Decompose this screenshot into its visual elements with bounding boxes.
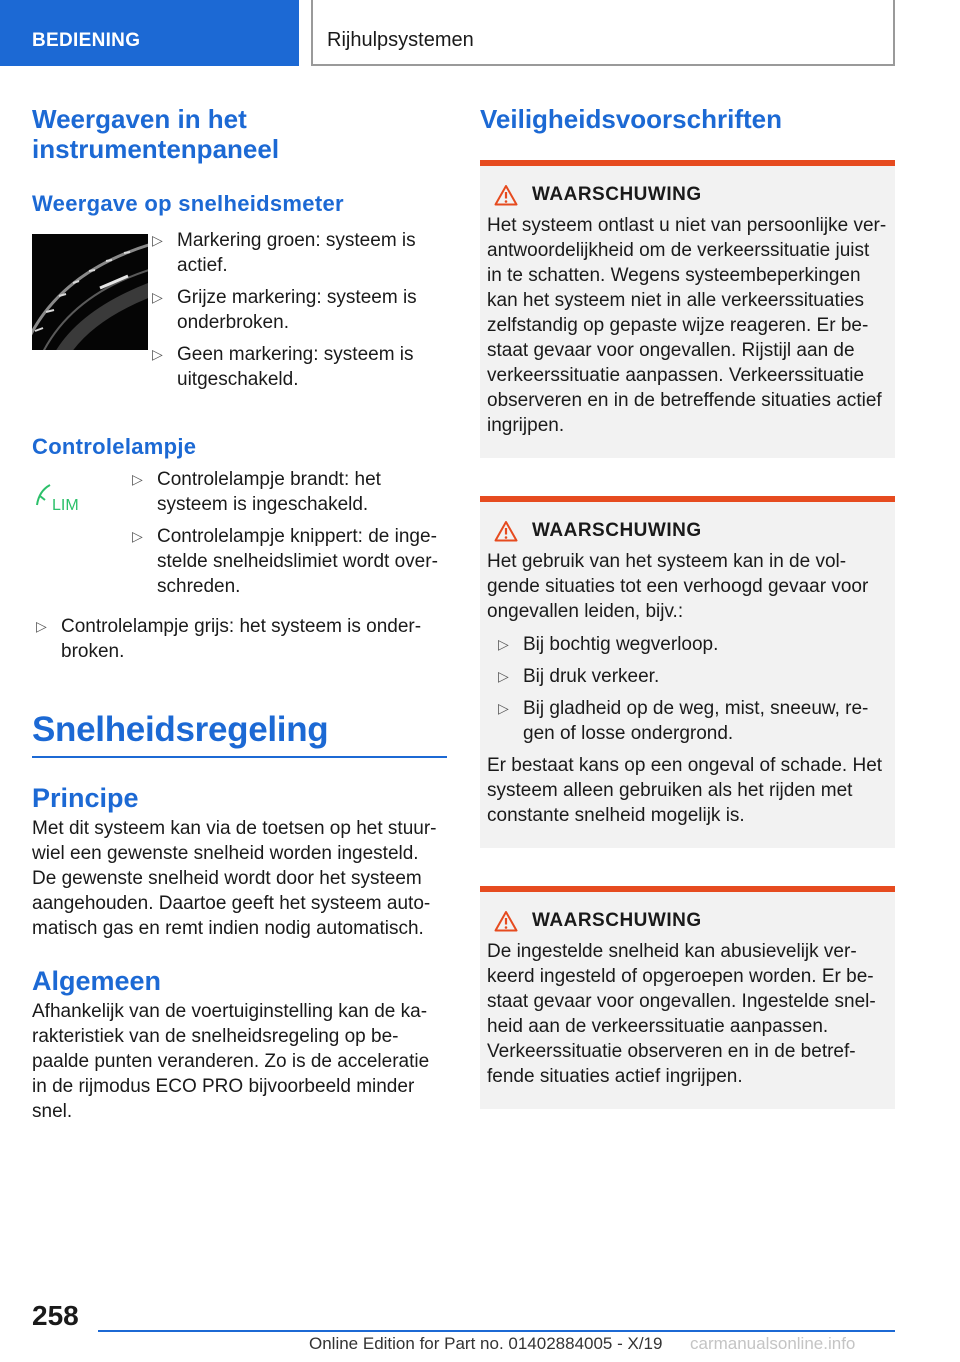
list-item: ▷ Geen markering: systeem is uitgeschakeld. [152,344,414,390]
warning-label: WAARSCHUWING [532,910,702,931]
triangle-bullet-icon: ▷ [498,700,509,716]
edition-text: Online Edition for Part no. 01402884005 - X/19 [309,1334,663,1353]
warning-text: De ingestelde snelheid kan abusievelijk verkeerd ingesteld of opgeroepen worden. Er bestaat gevaar voor ongevallen. Ingestelde snelheid aan de verkeerssituatie aanpassen. Verkeerssituatie observeren en in de betreffende situaties actief ingrijpen. [487,941,876,1087]
svg-text:LIM: LIM [52,497,79,513]
triangle-bullet-icon: ▷ [132,471,143,487]
warning-box [480,886,895,1109]
speed-limiter-lamp-icon [32,473,92,513]
principle-heading: Principe [32,783,139,813]
triangle-bullet-icon: ▷ [36,618,47,634]
section-tab [0,0,299,66]
speedometer-list [148,228,447,399]
warning-header [487,184,887,206]
list-item: ▷ Controlelampje knippert: de ingestelde snelheidslimiet wordt overschreden. [132,526,438,597]
triangle-bullet-icon: ▷ [132,528,143,544]
list-item: ▷ Controlelampje grijs: het systeem is onderbroken. [36,616,422,662]
general-text: Afhankelijk van de voertuiginstelling kan de karakteristiek van de snelheidsregeling op bepaalde punten veranderen. Zo is de acceleratie in de rijmodus ECO PRO bijvoorbeeld minder snel. [32,1001,430,1122]
right-column [480,104,895,1109]
warning-followup-text: Er bestaat kans op een ongeval of schade. Het systeem alleen gebruiken als het rijden met constante snelheid mogelijk is. [487,755,883,826]
list-item: ▷ Bij bochtig wegverloop. [498,634,719,655]
chapter-tab [311,0,895,66]
section-label: BEDIENING [32,30,141,51]
principle-text: Met dit systeem kan via de toetsen op het stuurwiel een gewenste snelheid worden ingesteld. De gewenste snelheid wordt door het systeem aangehouden. Daartoe geeft het systeem automatisch gas en remt indien nodig automatisch. [32,818,437,939]
triangle-bullet-icon: ▷ [498,668,509,684]
general-heading: Algemeen [32,966,162,996]
triangle-bullet-icon: ▷ [152,289,163,305]
indicator-extra-list [32,614,422,664]
left-column [32,104,447,1124]
warning-text: Het systeem ontlast u niet van persoonlijke verantwoordelijkheid om de verkeerssituatie juist in te schatten. Wegens systeembeperkingen kan het systeem niet in alle verkeerssituaties zelfstandig op gepaste wijze reageren. Er bestaat gevaar voor ongevallen. Rijstijl aan de verkeerssituatie aanpassen. Verkeerssituatie observeren en in de betreffende situaties actief ingrijpen. [487,215,887,436]
list-item: ▷ Bij druk verkeer. [498,666,660,687]
warning-triangle-icon [494,520,518,542]
warning-label: WAARSCHUWING [532,184,702,205]
triangle-bullet-icon: ▷ [152,346,163,362]
indicator-heading: Controlelampje [32,434,197,459]
list-item: ▷ Bij gladheid op de weg, mist, sneeuw, regen of losse ondergrond. [498,698,869,744]
warning-box [480,160,895,458]
warning-header [487,520,887,542]
triangle-bullet-icon: ▷ [498,636,509,652]
safety-title: Veiligheidsvoorschriften [480,104,782,134]
list-item: ▷ Grijze markering: systeem is onderbroken. [152,287,417,333]
footer-divider [98,1330,895,1332]
warning-label: WAARSCHUWING [532,520,702,541]
speedometer-image [32,234,148,350]
indicator-list [128,467,446,606]
warning-triangle-icon [494,910,518,932]
triangle-bullet-icon: ▷ [152,232,163,248]
speedometer-heading: Weergave op snelheidsmeter [32,191,344,216]
indicator-block [32,469,447,606]
warning-header [487,910,887,932]
warning-text: Het gebruik van het systeem kan in de volgende situaties tot een verhoogd gevaar voor ongevallen leiden, bijv.: [487,551,869,622]
speedometer-block [32,230,447,399]
chapter-label: Rijhulpsystemen [327,29,474,51]
display-section-title: Weergaven in het instrumentenpaneel [32,104,280,164]
warning-triangle-icon [494,184,518,206]
list-item: ▷ Markering groen: systeem is actief. [152,230,416,276]
page-number: 258 [32,1300,79,1331]
warning-box [480,496,895,848]
warning-situations-list [494,632,887,746]
chapter-divider [32,756,447,758]
cruise-chapter-title: Snelheidsregeling [32,710,329,749]
list-item: ▷ Controlelampje brandt: het systeem is ingeschakeld. [132,469,381,515]
watermark: carmanualsonline.info [690,1334,856,1353]
